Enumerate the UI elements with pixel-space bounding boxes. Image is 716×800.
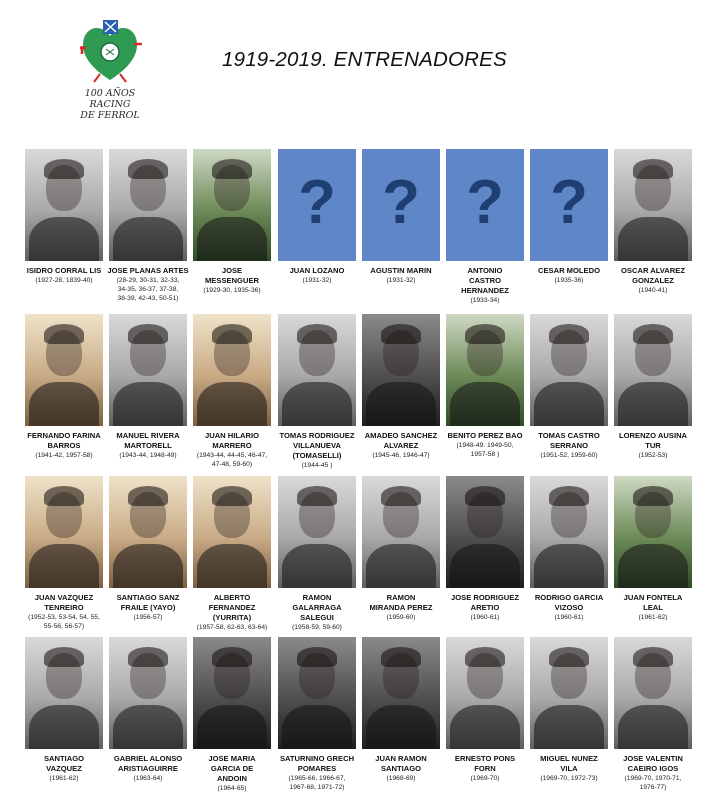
portrait-hair <box>44 324 84 344</box>
coach-seasons: (1940-41) <box>638 287 668 294</box>
unknown-coach-placeholder <box>362 149 440 261</box>
coach-portrait <box>530 314 608 426</box>
portrait-shoulders <box>618 544 688 588</box>
coach-card <box>359 149 443 285</box>
coach-card <box>611 314 695 460</box>
coach-name: ANTONIO CASTRO HERNANDEZ <box>461 266 509 295</box>
coach-card <box>190 314 274 469</box>
coach-name: TOMAS CASTRO SERRANO <box>538 431 600 450</box>
coach-name: JOSE MESSENGUER <box>204 266 259 285</box>
coach-name: JOSE PLANAS ARTES <box>107 266 189 275</box>
coach-name: AMADEO SANCHEZ ALVAREZ <box>364 431 438 450</box>
portrait-hair <box>212 647 252 667</box>
portrait-shoulders <box>29 382 99 426</box>
heart-crest-icon <box>70 8 150 88</box>
coach-card <box>611 149 695 295</box>
coach-portrait <box>278 476 356 588</box>
coach-portrait <box>193 314 271 426</box>
coach-name: RAMON GALARRAGA SALEGUI <box>292 593 342 622</box>
coach-card <box>106 476 190 622</box>
coach-name: JUAN FONTELA LEAL <box>623 593 683 612</box>
coach-portrait <box>109 637 187 749</box>
coach-card <box>443 149 527 305</box>
coach-card <box>106 314 190 460</box>
coach-seasons: (1960-61) <box>554 614 584 621</box>
coach-seasons: (1927-28, 1839-40) <box>35 277 93 284</box>
club-logo <box>70 8 150 130</box>
portrait-shoulders <box>197 382 267 426</box>
coach-seasons: (1959-60) <box>386 614 416 621</box>
portrait-hair <box>465 647 505 667</box>
coach-portrait <box>446 637 524 749</box>
portrait-hair <box>465 324 505 344</box>
coach-portrait <box>362 637 440 749</box>
question-mark-icon: ? <box>298 168 336 237</box>
coach-card <box>22 637 106 783</box>
coach-name: ISIDRO CORRAL LIS <box>26 266 102 275</box>
coach-card <box>527 637 611 783</box>
portrait-shoulders <box>113 544 183 588</box>
portrait-shoulders <box>450 705 520 749</box>
coach-card <box>106 149 190 303</box>
portrait-shoulders <box>366 705 436 749</box>
portrait-shoulders <box>282 544 352 588</box>
portrait-shoulders <box>450 382 520 426</box>
coach-portrait <box>362 314 440 426</box>
portrait-hair <box>633 324 673 344</box>
coach-card <box>275 476 359 632</box>
coach-card <box>611 637 695 792</box>
coach-card <box>190 476 274 632</box>
portrait-hair <box>128 324 168 344</box>
portrait-shoulders <box>113 382 183 426</box>
coach-name: JOSE VALENTIN CAEIRO IGOS <box>623 754 683 773</box>
coach-name: LORENZO AUSINA TUR <box>618 431 688 450</box>
portrait-shoulders <box>366 382 436 426</box>
coach-name: JOSE MARIA GARCIA DE ANDOIN <box>208 754 256 783</box>
coach-card <box>106 637 190 783</box>
coach-name: ALBERTO FERNANDEZ (YURRITA) <box>208 593 256 622</box>
portrait-hair <box>212 159 252 179</box>
coach-portrait <box>614 314 692 426</box>
coach-name: OSCAR ALVAREZ GONZALEZ <box>621 266 685 285</box>
coach-name: CESAR MOLEDO <box>537 266 601 275</box>
coach-name: JUAN HILARIO MARRERO <box>204 431 259 450</box>
coach-name: MANUEL RIVERA MARTORELL <box>116 431 180 450</box>
portrait-hair <box>549 647 589 667</box>
coach-seasons: (1948-49. 1949-50, 1957-58 ) <box>456 442 514 458</box>
coach-name: RAMON MIRANDA PEREZ <box>369 593 433 612</box>
coach-card <box>275 314 359 470</box>
portrait-shoulders <box>29 544 99 588</box>
coach-seasons: (1968-69) <box>386 775 416 782</box>
coach-card <box>443 314 527 459</box>
coach-seasons: (1952-53) <box>638 452 668 459</box>
coach-portrait <box>193 637 271 749</box>
portrait-hair <box>381 324 421 344</box>
coach-card <box>275 149 359 285</box>
coach-portrait <box>25 476 103 588</box>
portrait-hair <box>549 324 589 344</box>
coach-seasons: (1958-59, 59-60) <box>292 624 342 631</box>
coach-name: FERNANDO FARINA BARROS <box>27 431 101 450</box>
coach-name: ERNESTO PONS FORN <box>454 754 516 773</box>
portrait-shoulders <box>29 705 99 749</box>
coach-card <box>190 149 274 295</box>
coach-name: JUAN RAMON SANTIAGO <box>375 754 427 773</box>
coach-seasons: (1961-62) <box>638 614 668 621</box>
coach-name: SANTIAGO SANZ FRAILE (YAYO) <box>116 593 180 612</box>
coach-portrait <box>109 149 187 261</box>
coach-seasons: (1931-32) <box>302 277 332 284</box>
coach-name: GABRIEL ALONSO ARISTIAGUIRRE <box>113 754 183 773</box>
coach-card <box>527 476 611 622</box>
portrait-shoulders <box>282 705 352 749</box>
coach-card <box>443 476 527 622</box>
portrait-hair <box>128 647 168 667</box>
portrait-shoulders <box>618 382 688 426</box>
coach-portrait <box>193 476 271 588</box>
coach-card <box>359 476 443 622</box>
coach-card <box>22 149 106 285</box>
portrait-hair <box>381 647 421 667</box>
portrait-shoulders <box>197 217 267 261</box>
portrait-shoulders <box>282 382 352 426</box>
portrait-shoulders <box>113 217 183 261</box>
coach-seasons: (1969-70, 1970-71, 1976-77) <box>624 775 682 791</box>
portrait-shoulders <box>366 544 436 588</box>
portrait-hair <box>465 486 505 506</box>
portrait-shoulders <box>113 705 183 749</box>
coach-name: BENITO PEREZ BAO <box>447 431 523 440</box>
coach-portrait <box>109 476 187 588</box>
portrait-shoulders <box>450 544 520 588</box>
portrait-hair <box>297 324 337 344</box>
coach-name: AGUSTIN MARIN <box>370 266 432 275</box>
coach-seasons: (1969-70, 1972-73) <box>540 775 598 782</box>
question-mark-icon: ? <box>382 168 420 237</box>
coach-seasons: (1935-36) <box>554 277 584 284</box>
coach-card <box>359 314 443 460</box>
coach-card <box>443 637 527 783</box>
portrait-shoulders <box>197 705 267 749</box>
question-mark-icon: ? <box>550 168 588 237</box>
portrait-hair <box>297 647 337 667</box>
logo-caption: 100 AÑOS RACING DE FERROL <box>80 88 140 121</box>
coach-card <box>22 476 106 631</box>
coach-seasons: (1931-32) <box>386 277 416 284</box>
coach-name: SANTIAGO VAZQUEZ <box>43 754 85 773</box>
portrait-hair <box>549 486 589 506</box>
portrait-hair <box>633 159 673 179</box>
portrait-shoulders <box>618 217 688 261</box>
portrait-shoulders <box>618 705 688 749</box>
portrait-hair <box>297 486 337 506</box>
coach-portrait <box>278 637 356 749</box>
portrait-hair <box>44 647 84 667</box>
coach-seasons: (1956-57) <box>133 614 163 621</box>
coach-seasons: (1944-45 ) <box>301 462 333 469</box>
coach-seasons: (1969-70) <box>470 775 500 782</box>
coach-portrait <box>278 314 356 426</box>
coach-portrait <box>530 637 608 749</box>
coach-seasons: (1951-52, 1959-60) <box>540 452 598 459</box>
coach-card <box>359 637 443 783</box>
coach-portrait <box>446 314 524 426</box>
coach-portrait <box>25 149 103 261</box>
unknown-coach-placeholder <box>278 149 356 261</box>
coach-seasons: (1957-58, 62-63, 63-64) <box>196 624 268 631</box>
coach-portrait <box>362 476 440 588</box>
coach-card <box>22 314 106 460</box>
coach-name: SATURNINO GRECH POMARES <box>279 754 355 773</box>
portrait-shoulders <box>197 544 267 588</box>
portrait-hair <box>44 486 84 506</box>
coach-name: JUAN LOZANO <box>289 266 345 275</box>
coach-seasons: (1961-62) <box>49 775 79 782</box>
coach-card <box>527 149 611 285</box>
coach-seasons: (1943-44, 44-45, 46-47, 47-48, 59-60) <box>196 452 268 468</box>
question-mark-icon: ? <box>466 168 504 237</box>
coach-seasons: (1941-42, 1957-58) <box>35 452 93 459</box>
portrait-shoulders <box>29 217 99 261</box>
coach-name: MIGUEL NUNEZ VILA <box>540 754 598 773</box>
portrait-shoulders <box>534 382 604 426</box>
coach-card <box>275 637 359 792</box>
portrait-hair <box>381 486 421 506</box>
coach-portrait <box>193 149 271 261</box>
coach-seasons: (1933-34) <box>470 297 500 304</box>
coach-name: TOMAS RODRIGUEZ VILLANUEVA (TOMASELLI) <box>279 431 355 460</box>
coach-portrait <box>25 314 103 426</box>
portrait-hair <box>633 647 673 667</box>
coach-seasons: (1929-30, 1935-36) <box>203 287 261 294</box>
coach-portrait <box>614 637 692 749</box>
coach-portrait <box>25 637 103 749</box>
coach-name: JUAN VAZQUEZ TENREIRO <box>34 593 94 612</box>
portrait-shoulders <box>534 705 604 749</box>
coach-seasons: (1960-61) <box>470 614 500 621</box>
unknown-coach-placeholder <box>446 149 524 261</box>
unknown-coach-placeholder <box>530 149 608 261</box>
coach-card <box>611 476 695 622</box>
coach-portrait <box>530 476 608 588</box>
coach-portrait <box>446 476 524 588</box>
portrait-shoulders <box>534 544 604 588</box>
coach-name: RODRIGO GARCIA VIZOSO <box>534 593 604 612</box>
coach-seasons: (1964-65) <box>217 785 247 792</box>
portrait-hair <box>633 486 673 506</box>
coach-portrait <box>109 314 187 426</box>
coach-seasons: (1963-64) <box>133 775 163 782</box>
coach-seasons: (1945-46, 1946-47) <box>372 452 430 459</box>
coach-seasons: (1965-66, 1966-67, 1967-68, 1971-72) <box>288 775 346 791</box>
portrait-hair <box>212 486 252 506</box>
coach-seasons: (28-29, 30-31, 32-33, 34-35, 36-37, 37-38, 38-39, 42-43, 50-51) <box>116 277 180 302</box>
portrait-hair <box>128 486 168 506</box>
coach-seasons: (1943-44, 1948-49) <box>119 452 177 459</box>
coach-name: JOSE RODRIGUEZ ARETIO <box>451 593 519 612</box>
coach-portrait <box>614 149 692 261</box>
coach-portrait <box>614 476 692 588</box>
coach-card <box>190 637 274 793</box>
portrait-hair <box>212 324 252 344</box>
page-title: 1919-2019. ENTRENADORES <box>222 48 507 71</box>
portrait-hair <box>44 159 84 179</box>
coach-seasons: (1952-53, 53-54, 54, 55, 55-56, 56-57) <box>28 614 100 630</box>
portrait-hair <box>128 159 168 179</box>
coach-card <box>527 314 611 460</box>
